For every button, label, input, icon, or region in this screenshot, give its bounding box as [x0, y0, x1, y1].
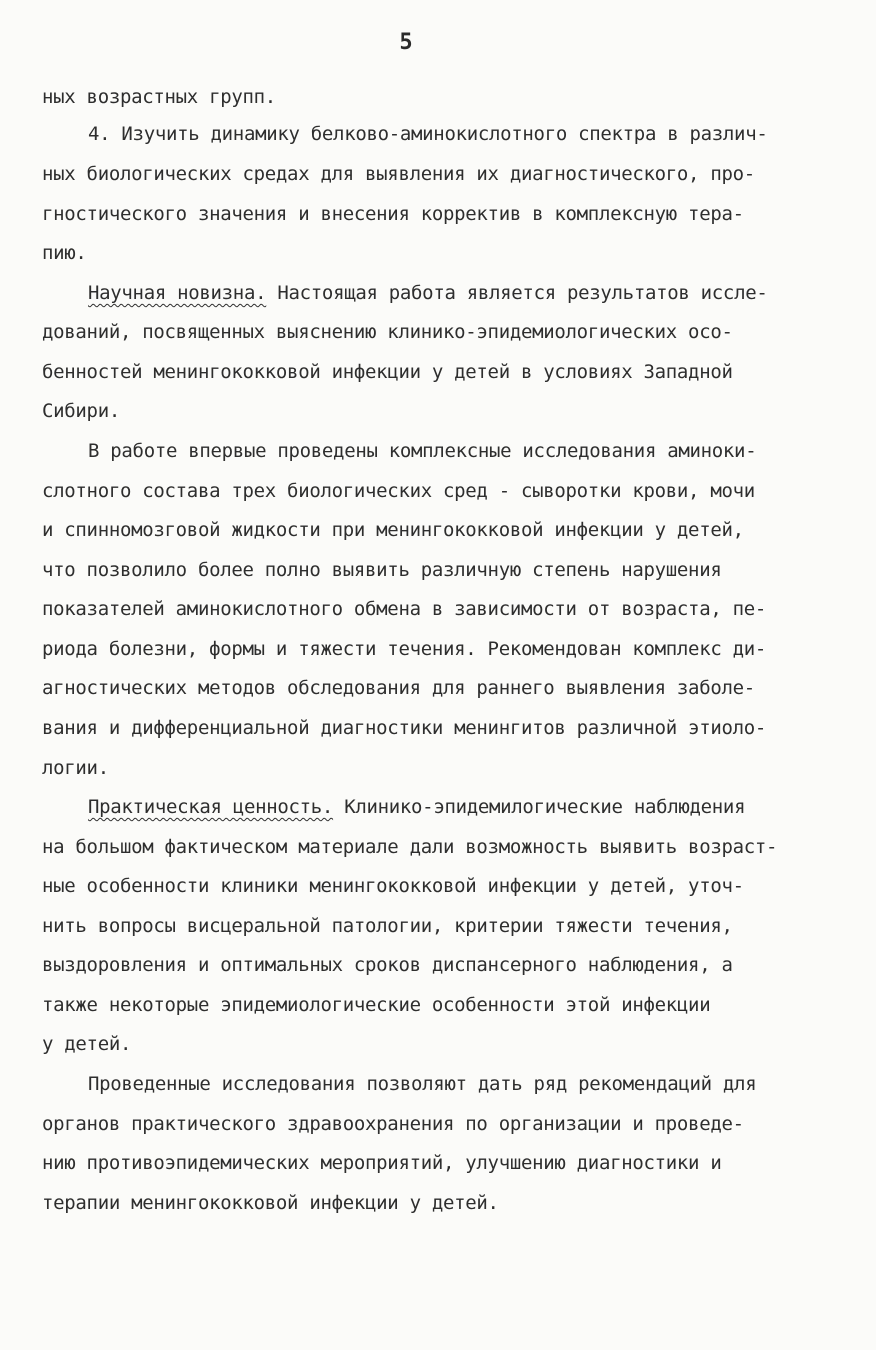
text-line: ные особенности клиники менингококковой инфекции у детей, уточ-	[42, 875, 744, 897]
text-line: у детей.	[42, 1033, 132, 1055]
text-line: дований, посвященных выяснению клинико-эпидемиологических осо-	[42, 321, 733, 343]
text-line: 4. Изучить динамику белково-аминокислотного спектра в различ-	[88, 123, 768, 145]
text-line: агностических методов обследования для раннего выявления заболе-	[42, 677, 755, 699]
text-line: также некоторые эпидемиологические особенности этой инфекции	[42, 994, 711, 1016]
text-line: показателей аминокислотного обмена в зависимости от возраста, пе-	[42, 598, 767, 620]
text-span: Настоящая работа является результатов иссле-	[266, 282, 768, 304]
text-line: выздоровления и оптимальных сроков диспансерного наблюдения, а	[42, 954, 733, 976]
text-span: Клинико-эпидемилогические наблюдения	[333, 796, 746, 818]
page-number: 5	[399, 30, 413, 55]
section-heading-novelty: Научная новизна.	[88, 282, 267, 304]
text-line: Сибири.	[42, 400, 120, 422]
text-line: риода болезни, формы и тяжести течения. Рекомендован комплекс ди-	[42, 638, 767, 660]
text-line: логии.	[42, 757, 109, 779]
text-line: на большом фактическом материале дали возможность выявить возраст-	[42, 836, 778, 858]
text-line: что позволило более полно выявить различную степень нарушения	[42, 559, 722, 581]
text-line: ных возрастных групп.	[42, 86, 276, 108]
text-line: гностического значения и внесения корректив в комплексную тера-	[42, 203, 744, 225]
text-line: Проведенные исследования позволяют дать ряд рекомендаций для	[88, 1073, 757, 1095]
paragraph-first-line	[88, 798, 745, 817]
text-line: слотного состава трех биологических сред - сыворотки крови, мочи	[42, 480, 755, 502]
text-line: бенностей менингококковой инфекции у детей в условиях Западной	[42, 361, 733, 383]
text-line: органов практического здравоохранения по организации и проведе-	[42, 1113, 744, 1135]
paragraph-first-line	[88, 284, 768, 303]
text-line: вания и дифференциальной диагностики менингитов различной этиоло-	[42, 717, 767, 739]
text-line: пию.	[42, 242, 87, 264]
text-line: нию противоэпидемических мероприятий, улучшению диагностики и	[42, 1152, 722, 1174]
text-line: терапии менингококковой инфекции у детей.	[42, 1192, 499, 1214]
section-heading-practical-value: Практическая ценность.	[88, 796, 334, 818]
text-line: ных биологических средах для выявления их диагностического, про-	[42, 163, 755, 185]
text-line: В работе впервые проведены комплексные исследования аминоки-	[88, 440, 757, 462]
text-line: нить вопросы висцеральной патологии, критерии тяжести течения,	[42, 915, 733, 937]
text-line: и спинномозговой жидкости при менингококковой инфекции у детей,	[42, 519, 744, 541]
